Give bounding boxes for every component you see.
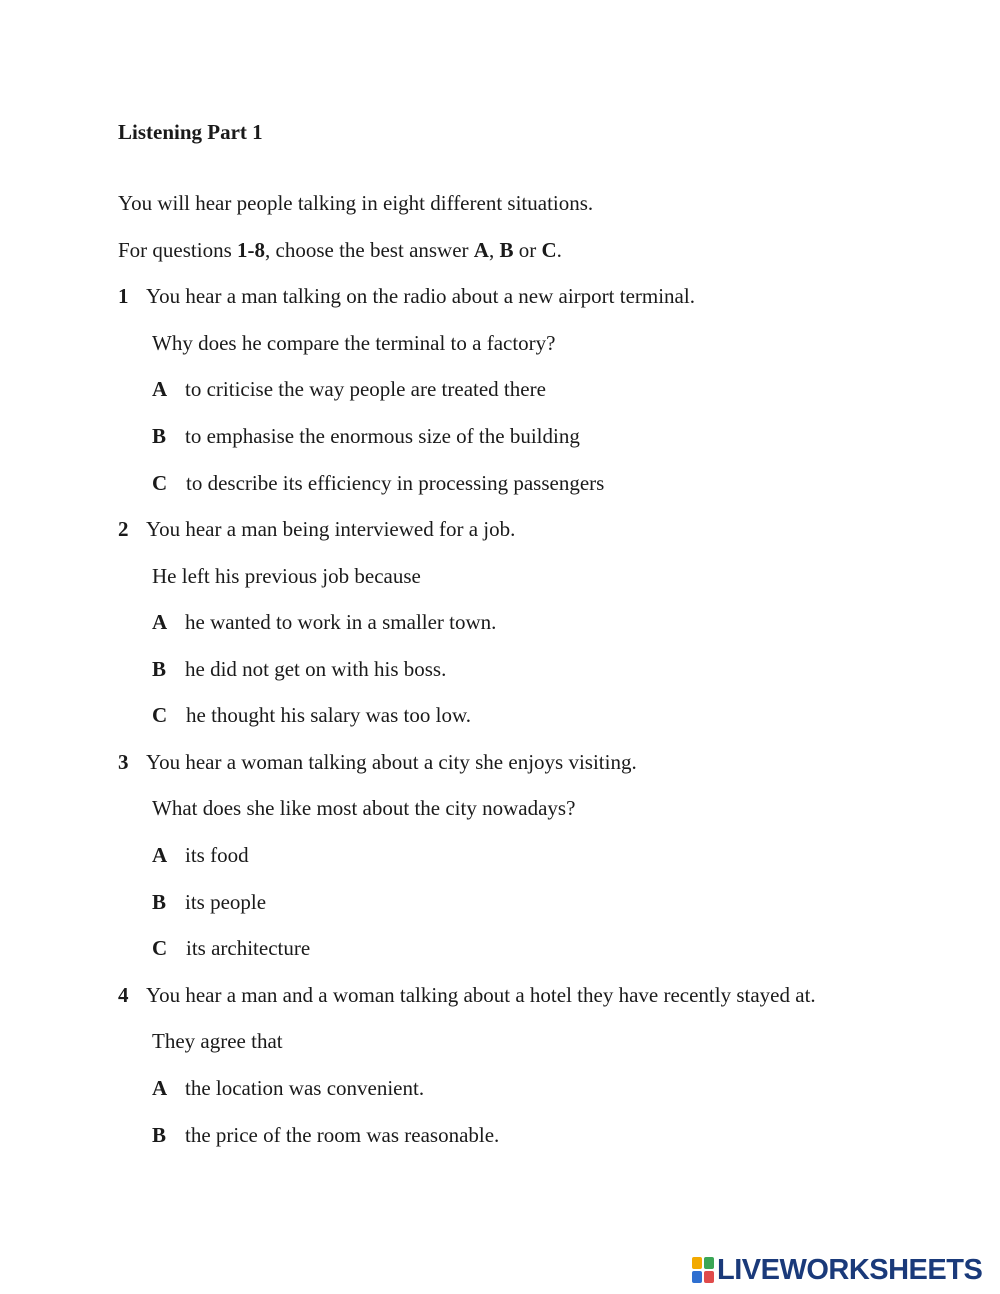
logo-square-2 (704, 1257, 714, 1269)
option-text: its food (185, 843, 249, 867)
intro-line-1: You will hear people talking in eight different situations. (118, 191, 594, 215)
question-2-prompt: He left his previous job because (152, 564, 421, 588)
option-text: he did not get on with his boss. (185, 657, 447, 681)
intro-text: , (488, 238, 500, 262)
question-number: 1 (118, 284, 129, 308)
question-context-text: You hear a woman talking about a city she enjoys visiting. (146, 750, 637, 774)
brand-name: LIVEWORKSHEETS (717, 1253, 983, 1286)
logo-square-1 (692, 1257, 702, 1269)
question-2-context (118, 516, 515, 542)
option-text: its architecture (186, 936, 311, 960)
option-text: he wanted to work in a smaller town. (185, 610, 497, 634)
option-letter: A (152, 843, 168, 867)
option-letter: C (152, 703, 168, 727)
question-1-option-c[interactable] (152, 470, 604, 496)
option-letter: C (152, 936, 168, 960)
intro-line-2 (118, 237, 562, 263)
question-3-context (118, 749, 637, 775)
question-number: 2 (118, 517, 129, 541)
option-letter: A (152, 377, 168, 401)
intro-letter-c: C (541, 238, 557, 262)
intro-text: . (556, 238, 562, 262)
option-text: to describe its efficiency in processing passengers (186, 471, 605, 495)
question-context-text: You hear a man and a woman talking about a hotel they have recently stayed at. (146, 983, 816, 1007)
option-letter: B (152, 424, 167, 448)
intro-text: or (513, 238, 542, 262)
logo-square-4 (704, 1271, 714, 1283)
option-letter: B (152, 1123, 167, 1147)
question-4-option-b[interactable] (152, 1122, 499, 1148)
option-letter: A (152, 1076, 168, 1100)
intro-question-range: 1-8 (237, 238, 266, 262)
intro-text: For questions (118, 238, 238, 262)
question-3-option-c[interactable] (152, 935, 310, 961)
liveworksheets-brand[interactable] (692, 1254, 982, 1286)
question-1-prompt: Why does he compare the terminal to a factory? (152, 331, 556, 355)
option-letter: A (152, 610, 168, 634)
question-1-option-b[interactable] (152, 423, 580, 449)
question-4-context (118, 982, 816, 1008)
question-context-text: You hear a man being interviewed for a job. (146, 517, 516, 541)
question-3-option-b[interactable] (152, 889, 266, 915)
option-text: he thought his salary was too low. (186, 703, 472, 727)
option-text: its people (185, 890, 267, 914)
question-context-text: You hear a man talking on the radio about a new airport terminal. (146, 284, 695, 308)
question-4-option-a[interactable] (152, 1075, 424, 1101)
question-number: 4 (118, 983, 129, 1007)
option-text: to emphasise the enormous size of the building (185, 424, 580, 448)
liveworksheets-logo-icon (692, 1257, 714, 1283)
question-1-context (118, 283, 695, 309)
question-3-option-a[interactable] (152, 842, 249, 868)
question-2-option-b[interactable] (152, 656, 446, 682)
option-letter: C (152, 471, 168, 495)
option-text: to criticise the way people are treated there (185, 377, 546, 401)
option-text: the price of the room was reasonable. (185, 1123, 500, 1147)
question-2-option-c[interactable] (152, 702, 471, 728)
intro-letter-a: A (473, 238, 489, 262)
intro-text: , choose the best answer (265, 238, 474, 262)
intro-letter-b: B (499, 238, 514, 262)
option-letter: B (152, 890, 167, 914)
question-number: 3 (118, 750, 129, 774)
logo-square-3 (692, 1271, 702, 1283)
option-text: the location was convenient. (185, 1076, 425, 1100)
page-title: Listening Part 1 (118, 120, 263, 144)
question-4-prompt: They agree that (152, 1029, 283, 1053)
question-3-prompt: What does she like most about the city nowadays? (152, 796, 576, 820)
option-letter: B (152, 657, 167, 681)
question-1-option-a[interactable] (152, 376, 546, 402)
question-2-option-a[interactable] (152, 609, 496, 635)
